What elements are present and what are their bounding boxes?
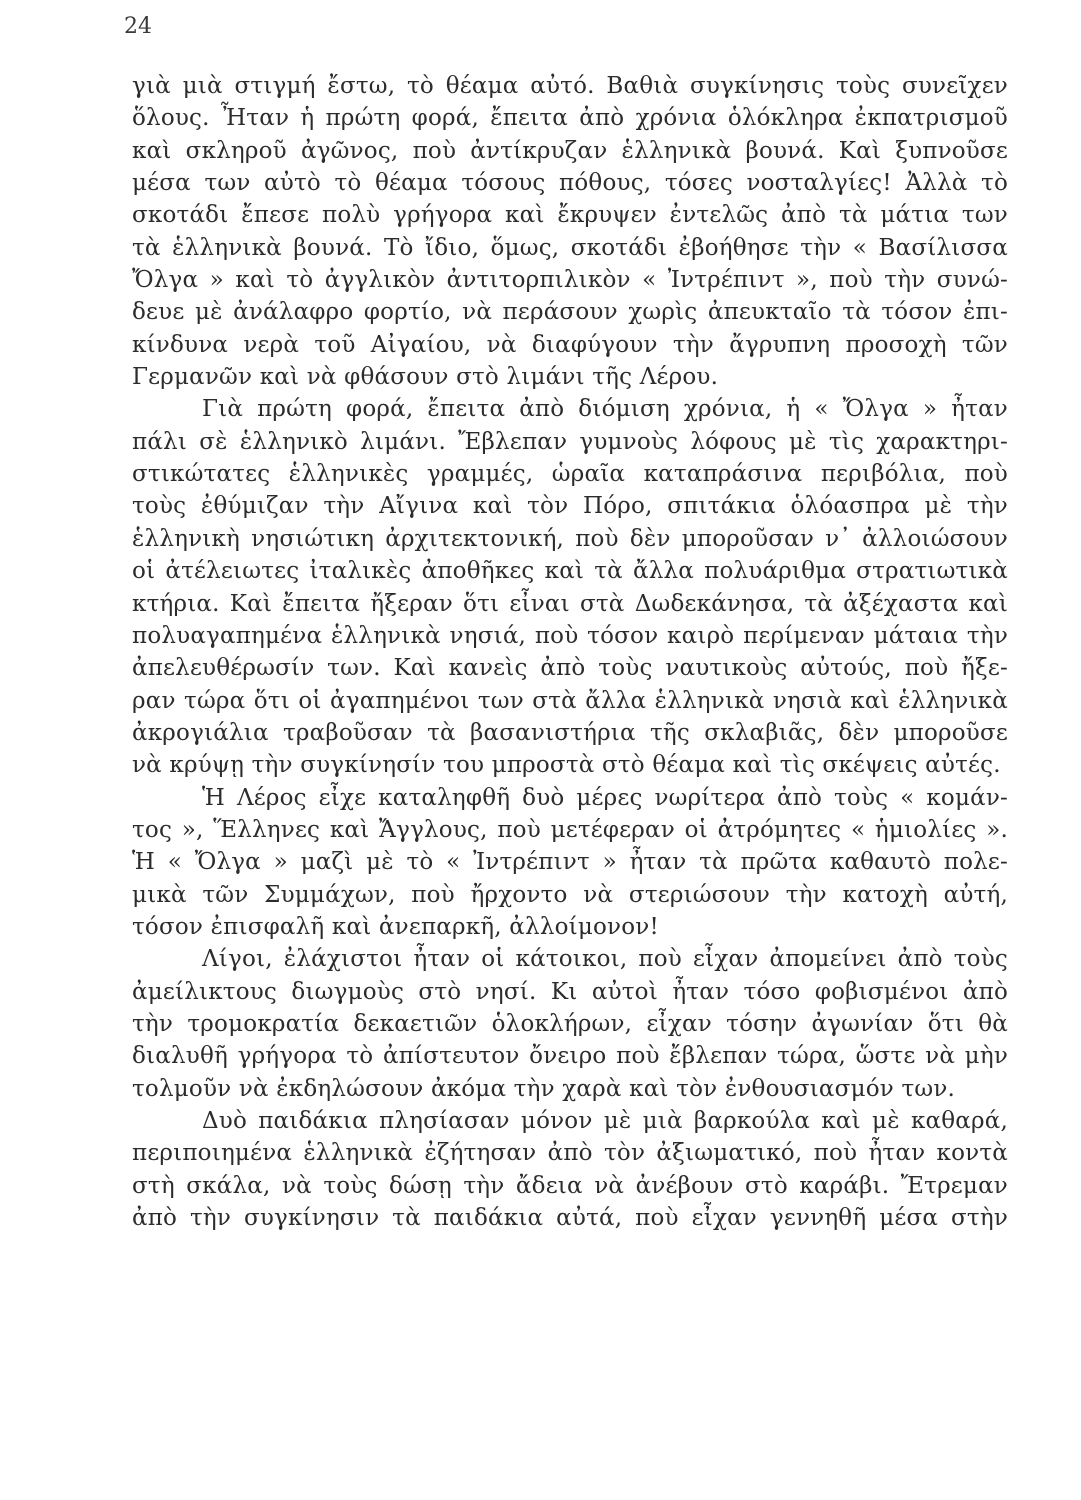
text-line: ἀμείλικτους διωγμοὺς στὸ νησί. Κι αὐτοὶ ἦταν τόσο φοβισμένοι ἀπὸ — [132, 978, 1008, 1005]
text-line: Γερμανῶν καὶ νὰ φθάσουν στὸ λιμάνι τῆς Λέρου. — [132, 364, 719, 391]
text-line: Λίγοι, ἐλάχιστοι ἦταν οἱ κάτοικοι, ποὺ εἶχαν ἀπομείνει ἀπὸ τοὺς — [202, 946, 1008, 973]
text-line: νὰ κρύψῃ τὴν συγκίνησίν του μπροστὰ στὸ θέαμα καὶ τὶς σκέψεις αὐτές. — [132, 752, 1001, 779]
text-line: τὰ ἑλληνικὰ βουνά. Τὸ ἴδιο, ὅμως, σκοτάδι ἐβοήθησε τὴν « Βασίλισσα — [132, 234, 1008, 261]
text-line: πάλι σὲ ἑλληνικὸ λιμάνι. Ἔβλεπαν γυμνοὺς λόφους μὲ τὶς χαρακτηρι- — [132, 428, 1008, 455]
text-line: ἀπὸ τὴν συγκίνησιν τὰ παιδάκια αὐτά, ποὺ εἶχαν γεννηθῆ μέσα στὴν — [132, 1205, 1008, 1232]
text-line: κτήρια. Καὶ ἔπειτα ἤξεραν ὅτι εἶναι στὰ Δωδεκάνησα, τὰ ἀξέχαστα καὶ — [132, 590, 1008, 617]
text-line: διαλυθῆ γρήγορα τὸ ἀπίστευτον ὄνειρο ποὺ ἔβλεπαν τώρα, ὥστε νὰ μὴν — [132, 1043, 1008, 1070]
text-line: ραν τώρα ὅτι οἱ ἀγαπημένοι των στὰ ἄλλα ἑλληνικὰ νησιὰ καὶ ἑλληνικὰ — [132, 687, 1008, 714]
text-line: στικώτατες ἑλληνικὲς γραμμές, ὡραῖα καταπράσινα περιβόλια, ποὺ — [132, 461, 1008, 488]
text-line: ὅλους. Ἦταν ἡ πρώτη φορά, ἔπειτα ἀπὸ χρόνια ὁλόκληρα ἐκπατρισμοῦ — [132, 105, 1008, 132]
text-line: κίνδυνα νερὰ τοῦ Αἰγαίου, νὰ διαφύγουν τὴν ἄγρυπνη προσοχὴ τῶν — [132, 331, 1008, 358]
text-line: ἀπελευθέρωσίν των. Καὶ κανεὶς ἀπὸ τοὺς ναυτικοὺς αὐτούς, ποὺ ἤξε- — [132, 655, 1008, 682]
text-line: ἀκρογιάλια τραβοῦσαν τὰ βασανιστήρια τῆς σκλαβιᾶς, δὲν μποροῦσε — [132, 719, 1008, 746]
text-line: καὶ σκληροῦ ἀγῶνος, ποὺ ἀντίκρυζαν ἑλληνικὰ βουνά. Καὶ ξυπνοῦσε — [132, 137, 1008, 164]
text-line: μέσα των αὐτὸ τὸ θέαμα τόσους πόθους, τόσες νοσταλγίες! Ἀλλὰ τὸ — [132, 170, 1008, 197]
text-line: τόσον ἐπισφαλῆ καὶ ἀνεπαρκῆ, ἀλλοίμονον! — [132, 913, 659, 940]
text-line: δευε μὲ ἀνάλαφρο φορτίο, νὰ περάσουν χωρὶς ἀπευκταῖο τὰ τόσον ἐπι- — [132, 299, 1008, 326]
text-line: Ὄλγα » καὶ τὸ ἀγγλικὸν ἀντιτορπιλικὸν « Ἰντρέπιντ », ποὺ τὴν συνώ- — [132, 267, 1008, 294]
text-line: οἱ ἀτέλειωτες ἰταλικὲς ἀποθῆκες καὶ τὰ ἄλλα πολυάριθμα στρατιωτικὰ — [132, 558, 1008, 585]
text-line: τοὺς ἐθύμιζαν τὴν Αἴγινα καὶ τὸν Πόρο, σπιτάκια ὁλόασπρα μὲ τὴν — [132, 493, 1008, 520]
text-line: σκοτάδι ἔπεσε πολὺ γρήγορα καὶ ἔκρυψεν ἐντελῶς ἀπὸ τὰ μάτια των — [132, 202, 1008, 229]
text-line: γιὰ μιὰ στιγμή ἔστω, τὸ θέαμα αὐτό. Βαθιὰ συγκίνησις τοὺς συνεῖχεν — [132, 73, 1008, 99]
text-line: ἑλληνικὴ νησιώτικη ἀρχιτεκτονική, ποὺ δὲν μποροῦσαν ν᾿ ἀλλοιώσουν — [132, 525, 1008, 552]
text-line: περιποιημένα ἑλληνικὰ ἐζήτησαν ἀπὸ τὸν ἀξιωματικό, ποὺ ἦταν κοντὰ — [132, 1140, 1008, 1167]
body-text — [132, 70, 1008, 1234]
text-line: πολυαγαπημένα ἑλληνικὰ νησιά, ποὺ τόσον καιρὸ περίμεναν μάταια τὴν — [132, 622, 1008, 649]
page-number: 24 — [124, 14, 152, 39]
text-line: Γιὰ πρώτη φορά, ἔπειτα ἀπὸ διόμιση χρόνια, ἡ « Ὄλγα » ἦταν — [202, 396, 1008, 423]
text-line: Δυὸ παιδάκια πλησίασαν μόνον μὲ μιὰ βαρκούλα καὶ μὲ καθαρά, — [202, 1108, 1008, 1134]
text-line: Ἡ « Ὄλγα » μαζὶ μὲ τὸ « Ἰντρέπιντ » ἦταν τὰ πρῶτα καθαυτὸ πολε- — [132, 849, 1008, 876]
text-line: τολμοῦν νὰ ἐκδηλώσουν ἀκόμα τὴν χαρὰ καὶ τὸν ἐνθουσιασμόν των. — [132, 1075, 956, 1102]
text-line: μικὰ τῶν Συμμάχων, ποὺ ἤρχοντο νὰ στεριώσουν τὴν κατοχὴ αὐτή, — [132, 881, 1008, 908]
text-line: τος », Ἕλληνες καὶ Ἄγγλους, ποὺ μετέφεραν οἱ ἀτρόμητες « ἡμιολίες ». — [132, 816, 1008, 843]
text-line: Ἡ Λέρος εἶχε καταληφθῆ δυὸ μέρες νωρίτερα ἀπὸ τοὺς « κομάν- — [202, 784, 1008, 811]
text-line: στὴ σκάλα, νὰ τοὺς δώσῃ τὴν ἄδεια νὰ ἀνέβουν στὸ καράβι. Ἔτρεμαν — [132, 1172, 1008, 1199]
text-line: τὴν τρομοκρατία δεκαετιῶν ὁλοκλήρων, εἶχαν τόσην ἀγωνίαν ὅτι θὰ — [132, 1010, 1008, 1037]
